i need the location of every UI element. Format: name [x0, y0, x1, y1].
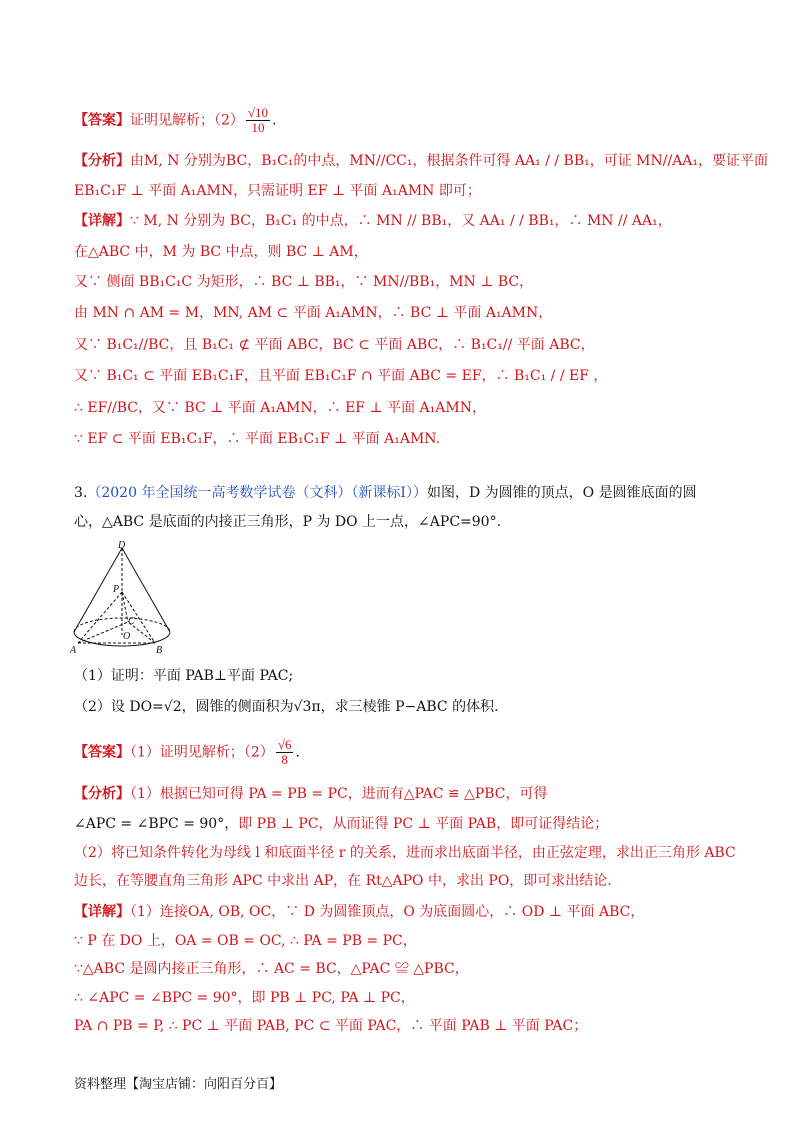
question-3-part-1: （1）证明：平面 PAB⊥平面 PAC; — [74, 668, 294, 684]
segment-pa — [78, 592, 122, 643]
analysis-3-line-3: （2）将已知条件转化为母线 l 和底面半径 r 的关系，进而求出底面半径，由正弦定理，求出正三角形 ABC — [74, 845, 736, 861]
detail-3-line-5: PA ∩ PB = P, ∴ PC ⊥ 平面 PAB, PC ⊂ 平面 PAC，∴ 平面 PAB ⊥ 平面 PAC； — [74, 1018, 588, 1034]
answer-tag: 【答案】 — [74, 744, 130, 761]
analysis-tag: 【分析】 — [74, 786, 130, 802]
cone-figure — [70, 540, 180, 660]
question-3-line-1 — [74, 483, 697, 503]
label-d: D — [118, 540, 126, 551]
detail-3-line-2: ∵ P 在 DO 上，OA = OB = OC, ∴ PA = PB = PC， — [74, 933, 417, 949]
analysis-text: EB₁C₁F ⊥ 平面 A₁AMN，只需证明 EF ⊥ 平面 A₁AMN 即可； — [74, 183, 481, 199]
answer-end: . — [295, 744, 300, 761]
analysis-2-line-1 — [74, 151, 768, 171]
fraction-denominator: 10 — [251, 120, 265, 135]
answer-text: 证明见解析；（2） — [130, 112, 244, 129]
detail-2-line-3: 又∵ 侧面 BB₁C₁C 为矩形，∴ BC ⊥ BB₁，∵ MN//BB₁，MN ⊥ BC， — [74, 274, 534, 290]
answer-2 — [74, 106, 277, 135]
detail-tag: 【详解】 — [74, 213, 130, 229]
analysis-3-line-4: 边长，在等腰直角三角形 APC 中求出 AP，在 Rt△APO 中，求出 PO，即可求出结论. — [74, 873, 612, 889]
answer-text: （1）证明见解析；（2） — [130, 744, 274, 761]
detail-2-line-2: 在△ABC 中，M 为 BC 中点，则 BC ⊥ AM， — [74, 244, 368, 260]
page-footer: 资料整理【淘宝店铺：向阳百分百】 — [74, 1077, 283, 1092]
detail-2-line-5: 又∵ B₁C₁//BC，且 B₁C₁ ⊄ 平面 ABC，BC ⊂ 平面 ABC，∴ B₁C₁// 平面 ABC， — [74, 337, 595, 353]
label-c: C — [128, 616, 135, 627]
analysis-math: ∠APC = ∠BPC = 90°， — [74, 816, 239, 832]
question-source: （2020 年全国统一高考数学试卷（文科）（新课标Ⅰ）） — [87, 485, 427, 501]
analysis-2-line-2 — [74, 181, 481, 201]
segment-ac — [78, 622, 131, 643]
question-3-line-2: 心，△ABC 是底面的内接正三角形，P 为 DO 上一点，∠APC=90°. — [74, 514, 502, 530]
label-p: P — [113, 584, 120, 595]
question-3-part-2: （2）设 DO=√2，圆锥的侧面积为√3π，求三棱锥 P−ABC 的体积. — [74, 699, 499, 715]
label-o: O — [123, 631, 131, 642]
answer-end: . — [272, 112, 277, 129]
label-a: A — [70, 645, 77, 656]
detail-2-line-1 — [74, 211, 672, 231]
fraction-numerator: √6 — [277, 737, 292, 752]
question-number: 3. — [74, 485, 88, 501]
detail-text: （1）连接OA, OB, OC，∵ D 为圆锥顶点，O 为底面圆心，∴ OD ⊥ 平面 ABC， — [130, 904, 645, 920]
detail-3-line-1 — [74, 902, 644, 922]
analysis-text: （1）根据已知可得 PA = PB = PC，进而有△PAC ≌ △PBC，可得 — [130, 786, 548, 802]
question-text: 如图，D 为圆锥的顶点，O 是圆锥底面的圆 — [426, 485, 697, 501]
fraction-numerator: √10 — [247, 105, 269, 120]
detail-tag: 【详解】 — [74, 904, 130, 920]
label-b: B — [156, 645, 163, 656]
answer-fraction — [246, 106, 270, 135]
detail-3-line-4: ∴ ∠APC = ∠BPC = 90°，即 PB ⊥ PC, PA ⊥ PC， — [74, 990, 415, 1006]
answer-tag: 【答案】 — [74, 112, 130, 129]
analysis-text: 由M, N 分别为BC，B₁C₁的中点，MN//CC₁，根据条件可得 AA₁ / / BB₁，可证 MN//AA₁，要证平面 — [130, 153, 769, 169]
detail-2-line-8: ∵ EF ⊂ 平面 EB₁C₁F，∴ 平面 EB₁C₁F ⊥ 平面 A₁AMN. — [74, 431, 441, 447]
detail-2-line-6: 又∵ B₁C₁ ⊂ 平面 EB₁C₁F，且平面 EB₁C₁F ∩ 平面 ABC = EF，∴ B₁C₁ / / EF ， — [74, 368, 608, 384]
answer-fraction — [276, 738, 294, 767]
detail-text: ∵ M, N 分别为 BC，B₁C₁ 的中点，∴ MN // BB₁，又 AA₁ / / BB₁，∴ MN // AA₁， — [130, 213, 672, 229]
analysis-text: 即 PB ⊥ PC，从而证得 PC ⊥ 平面 PAB，即可证得结论； — [238, 816, 609, 832]
analysis-3-line-2 — [74, 814, 608, 834]
detail-2-line-7: ∴ EF//BC，又∵ BC ⊥ 平面 A₁AMN，∴ EF ⊥ 平面 A₁AMN， — [74, 400, 486, 416]
detail-2-line-4: 由 MN ∩ AM = M，MN, AM ⊂ 平面 A₁AMN，∴ BC ⊥ 平面 A₁AMN， — [74, 305, 553, 321]
fraction-denominator: 8 — [281, 752, 288, 767]
detail-3-line-3: ∵△ABC 是圆内接正三角形，∴ AC = BC，△PAC ≌ △PBC， — [74, 961, 469, 977]
analysis-3-line-1 — [74, 784, 548, 804]
analysis-tag: 【分析】 — [74, 153, 130, 169]
answer-3 — [74, 738, 300, 767]
